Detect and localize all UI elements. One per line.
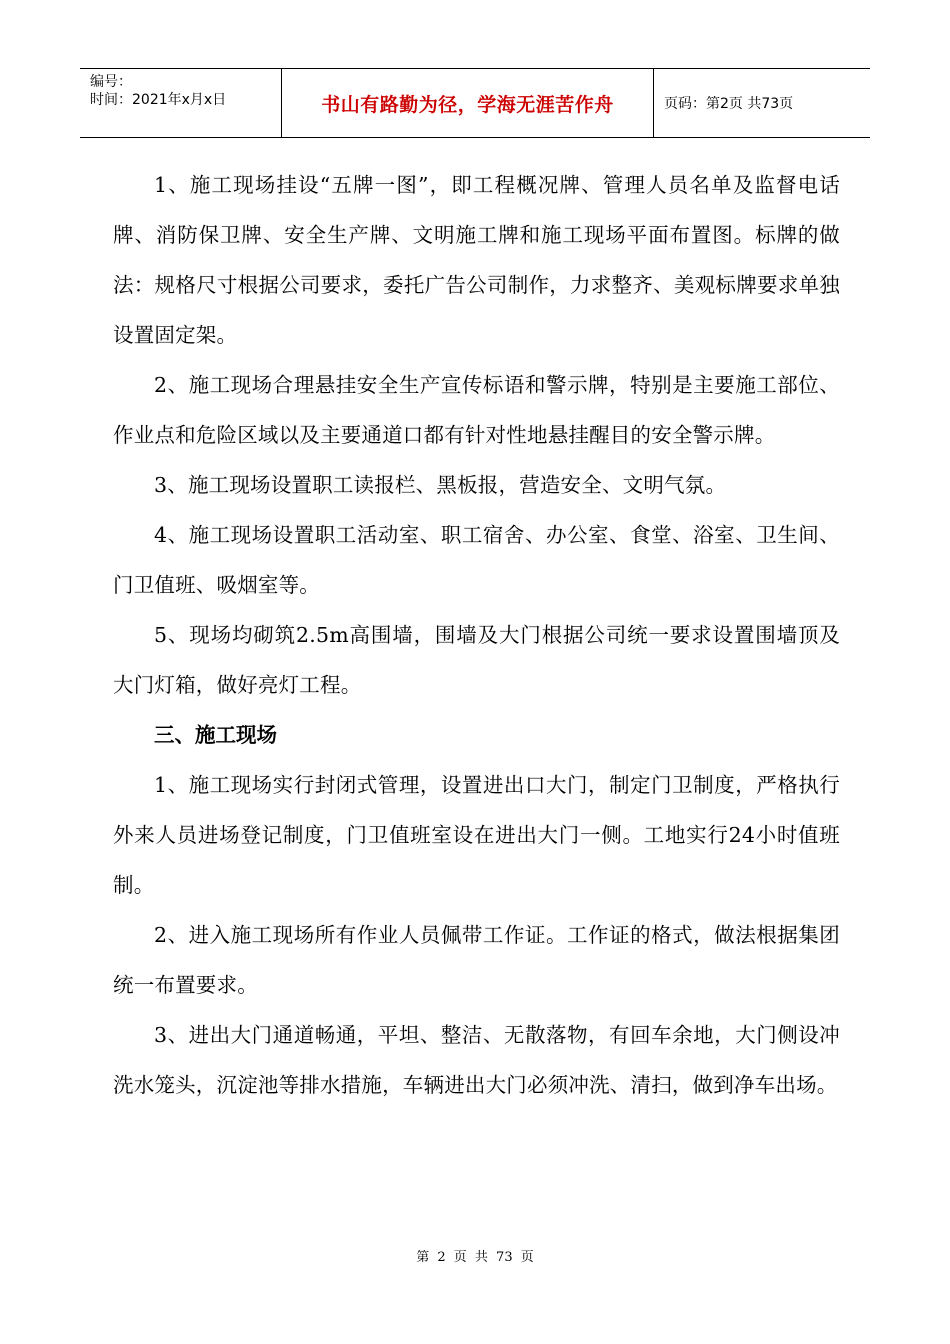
paragraph: 2、进入施工现场所有作业人员佩带工作证。工作证的格式，做法根据集团统一布置要求。 (113, 923, 840, 997)
paragraph: 1、施工现场实行封闭式管理，设置进出口大门，制定门卫制度，严格执行外来人员进场登记制度，门卫值班室设在进出大门一侧。工地实行24小时值班制。 (113, 773, 840, 897)
document-body (113, 160, 840, 1110)
document-header (80, 68, 870, 138)
number-label: 编号： (90, 74, 132, 90)
paragraph: 3、进出大门通道畅通，平坦、整洁、无散落物，有回车余地，大门侧设冲洗水笼头，沉淀池等排水措施，车辆进出大门必须冲洗、清扫，做到净车出场。 (113, 1023, 840, 1097)
header-motto: 书山有路勤为径，学海无涯苦作舟 (282, 69, 654, 137)
paragraph: 3、施工现场设置职工读报栏、黑板报，营造安全、文明气氛。 (154, 473, 727, 497)
section-heading: 三、施工现场 (154, 723, 277, 747)
page-footer: 第 2 页 共 73 页 (416, 1250, 534, 1265)
header-page-info: 页码：第2页 共73页 (664, 96, 794, 112)
time-label: 时间：2021年x月x日 (90, 92, 227, 108)
paragraph: 4、施工现场设置职工活动室、职工宿舍、办公室、食堂、浴室、卫生间、门卫值班、吸烟室等。 (113, 523, 840, 597)
paragraph: 1、施工现场挂设“五牌一图”，即工程概况牌、管理人员名单及监督电话牌、消防保卫牌、安全生产牌、文明施工牌和施工现场平面布置图。标牌的做法：规格尺寸根据公司要求，委托广告公司制作，力求整齐、美观标牌要求单独设置固定架。 (113, 173, 840, 347)
paragraph: 2、施工现场合理悬挂安全生产宣传标语和警示牌，特别是主要施工部位、作业点和危险区域以及主要通道口都有针对性地悬挂醒目的安全警示牌。 (113, 373, 840, 447)
header-meta (80, 69, 282, 137)
paragraph: 5、现场均砌筑2.5m高围墙，围墙及大门根据公司统一要求设置围墙顶及大门灯箱，做好亮灯工程。 (113, 623, 840, 697)
